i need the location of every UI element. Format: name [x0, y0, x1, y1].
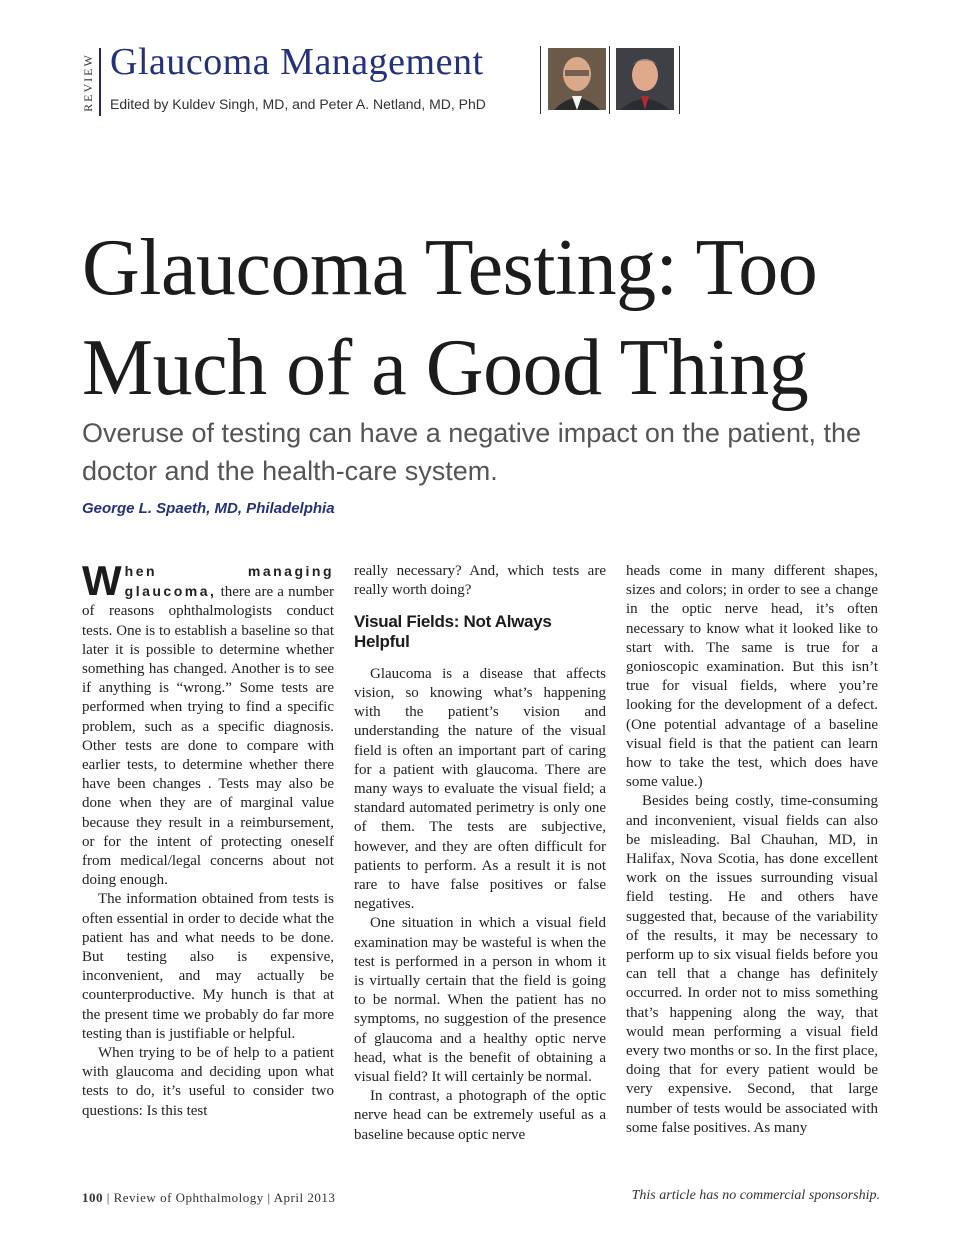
paragraph: really necessary? And, which tests are really worth doing?	[354, 563, 606, 599]
paragraph: Glaucoma is a disease that affects vision, so knowing what’s happening with the patient’s vision and understanding the nature of the visual field is often an important part of caring for a patient with glaucoma. There are many ways to evaluate the visual field; a standard automated perimetry is only one of them. The tests are subjective, however, and they are often difficult for patients to perform. As a result it is not rare to have false positives or false negatives.	[354, 665, 606, 913]
paragraph: The information obtained from tests is often essential in order to decide what the patient has and what needs to be done. But testing also is expensive, inconvenient, and may actually be counterproductive. My hunch is that at the present time we probably do far more testing than is justifiable or helpful.	[82, 891, 334, 1042]
paragraph: Besides being costly, time-consuming and inconvenient, visual fields can also be misleading. Bal Chauhan, MD, in Halifax, Nova Scotia, has done excellent work on the issues surrounding visual field testing. He and others have suggested that, because of the variability of the results, it may be necessary to perform up to six visual fields before you can tell that a change has definitely occurred. In order not to miss something that’s happening along the way, that would mean performing a visual field every two months or so. In the first place, doing that for every patient would be very expensive. Second, that large number of tests would be associated with some false positives. As many	[626, 793, 878, 1136]
header-divider	[99, 48, 101, 116]
body-column-2	[354, 562, 606, 1162]
paragraph: In contrast, a photograph of the optic nerve head can be extremely useful as a baseline because optic nerve	[354, 1088, 606, 1143]
section-editors: Edited by Kuldev Singh, MD, and Peter A. Netland, MD, PhD	[110, 96, 486, 112]
photo-divider-right	[679, 46, 680, 114]
sponsorship-note: This article has no commercial sponsorship.	[631, 1188, 880, 1203]
issue-date: April 2013	[273, 1190, 336, 1205]
review-tag-label: REVIEW	[80, 52, 95, 112]
paragraph: When trying to be of help to a patient with glaucoma and deciding upon what tests to do, it’s useful to consider two questions: Is this test	[82, 1045, 334, 1119]
article-byline: George L. Spaeth, MD, Philadelphia	[82, 500, 335, 517]
article-headline: Glaucoma Testing: Too Much of a Good Thing	[82, 224, 818, 412]
folio-separator: |	[267, 1190, 271, 1205]
drop-cap: W	[82, 562, 122, 604]
section-subhead: Visual Fields: Not Always Helpful	[354, 612, 552, 651]
section-title: Glaucoma Management	[110, 41, 484, 83]
lead-in-text: hen managing glaucoma,	[124, 563, 334, 600]
paragraph-text: there are a number of reasons ophthalmologists conduct tests. One is to establish a baseline so that later it is possible to determine whether something has changed. Another is to see if anything is “wrong.” Some tests are performed when trying to find a specific problem, such as a specific diagnosis. Other tests are done to compare with earlier tests, to determine whether there have been changes . Tests may also be done when they are of marginal value because they result in a reimbursement, or for the intent of protecting oneself from medical/legal concerns about not doing enough.	[82, 584, 334, 889]
page-number: 100	[82, 1190, 103, 1205]
paragraph	[82, 562, 334, 890]
editor-photo-netland	[616, 48, 674, 110]
paragraph: heads come in many different shapes, sizes and colors; in order to see a change in the optic nerve head, it’s often necessary to know what it looked like to start with. The same is true for a gonioscopic examination. But this isn’t true for visual fields, where you’re looking for the development of a defect. (One potential advantage of a baseline visual field is that the patient can learn how to take the test, which does have some value.)	[626, 563, 878, 791]
article-deck: Overuse of testing can have a negative impact on the patient, the doctor and the health-care system.	[82, 418, 861, 486]
folio-separator: |	[106, 1190, 110, 1205]
paragraph: One situation in which a visual field examination may be wasteful is when the test is performed in a person in whom it is virtually certain that the field is going to be normal. When the patient has no symptoms, no suggestion of the presence of glaucoma and a healthy optic nerve head, what is the benefit of obtaining a visual field? It will certainly be normal.	[354, 915, 606, 1086]
photo-divider-left	[540, 46, 541, 114]
page-folio	[82, 1190, 335, 1206]
body-column-1	[82, 562, 334, 1162]
photo-divider-middle	[609, 46, 610, 114]
body-column-3	[626, 562, 878, 1162]
editor-photo-singh	[548, 48, 606, 110]
journal-name: Review of Ophthalmology	[113, 1190, 264, 1205]
